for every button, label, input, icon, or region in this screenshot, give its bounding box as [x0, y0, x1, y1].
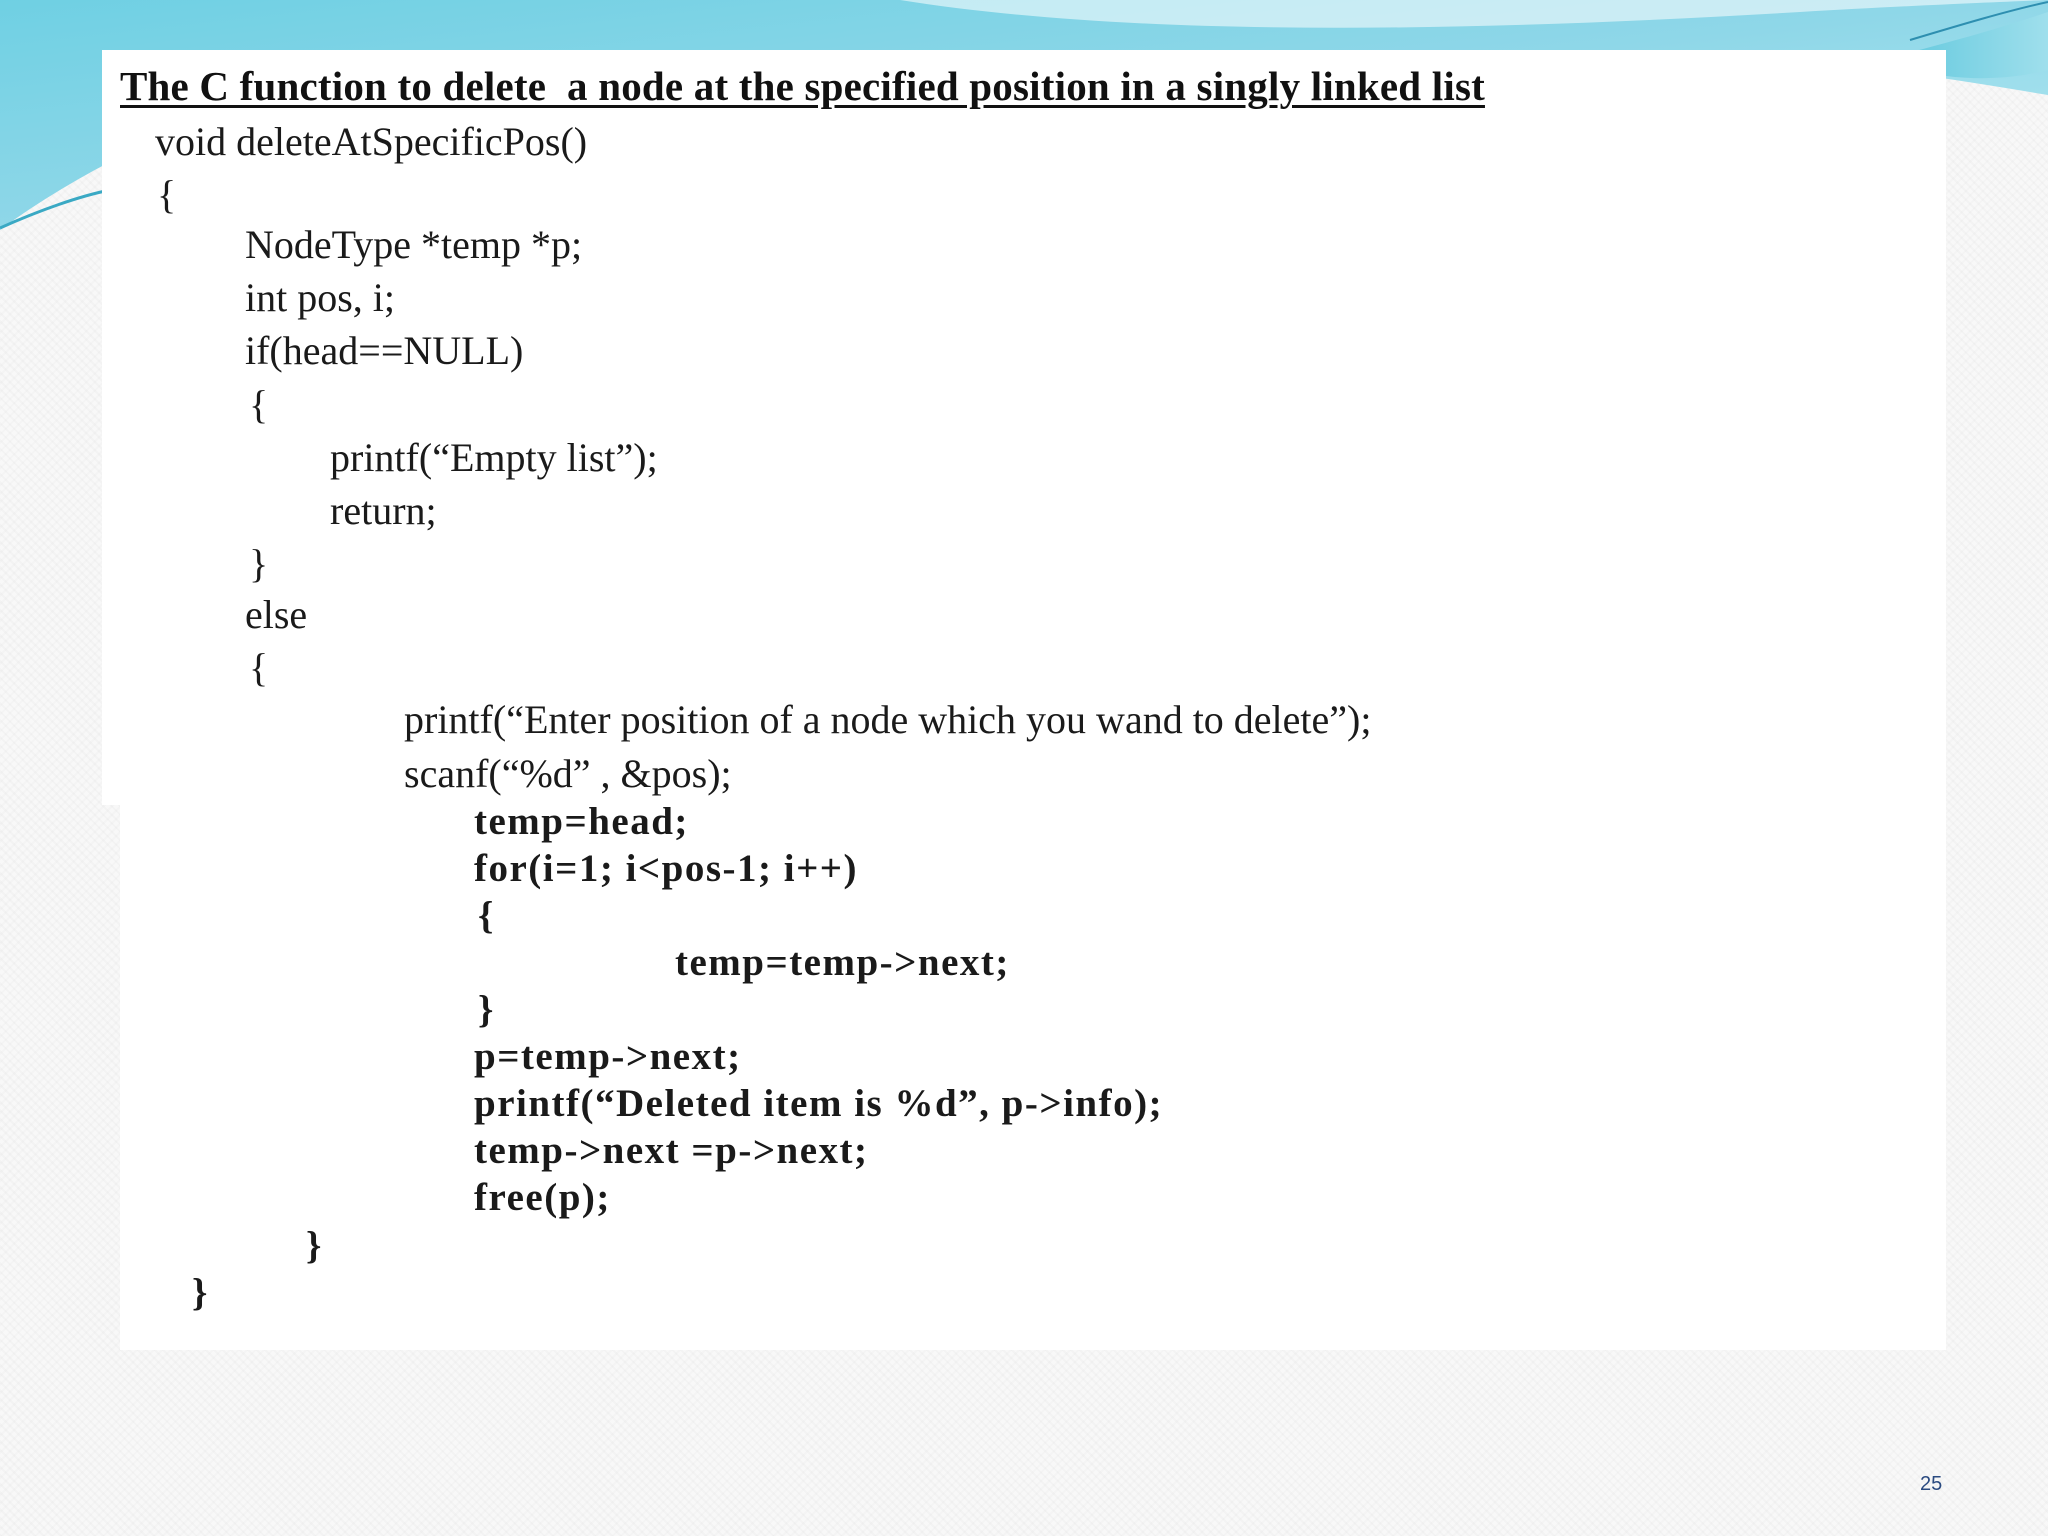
code-line: int pos, i;	[245, 275, 396, 320]
code-line: }	[306, 1224, 323, 1267]
code-line: temp=head;	[474, 800, 689, 843]
code-line: temp->next =p->next;	[474, 1129, 869, 1172]
code-line: return;	[330, 488, 437, 533]
code-line: {	[249, 382, 269, 427]
code-line: }	[249, 541, 269, 586]
code-line: if(head==NULL)	[245, 328, 524, 373]
slide-title: The C function to delete a node at the specified position in a singly linked list	[120, 63, 1485, 109]
code-line: NodeType *temp *p;	[245, 222, 583, 267]
page-number: 25	[1920, 1473, 1943, 1495]
code-line: else	[245, 592, 308, 637]
code-line: free(p);	[474, 1176, 611, 1219]
code-line: {	[478, 894, 495, 937]
code-line: for(i=1; i<pos-1; i++)	[474, 847, 858, 890]
code-line: {	[249, 645, 269, 690]
code-line: printf(“Enter position of a node which you wand to delete”);	[404, 697, 1372, 742]
code-line: scanf(“%d” , &pos);	[404, 751, 732, 796]
code-line: temp=temp->next;	[675, 941, 1010, 984]
code-line: p=temp->next;	[474, 1035, 742, 1078]
code-line: printf(“Deleted item is %d”, p->info);	[474, 1082, 1164, 1125]
code-line: {	[157, 172, 177, 217]
code-line: printf(“Empty list”);	[330, 435, 658, 480]
code-line: }	[192, 1271, 209, 1314]
code-line: }	[478, 988, 495, 1031]
code-line: void deleteAtSpecificPos()	[155, 119, 588, 164]
